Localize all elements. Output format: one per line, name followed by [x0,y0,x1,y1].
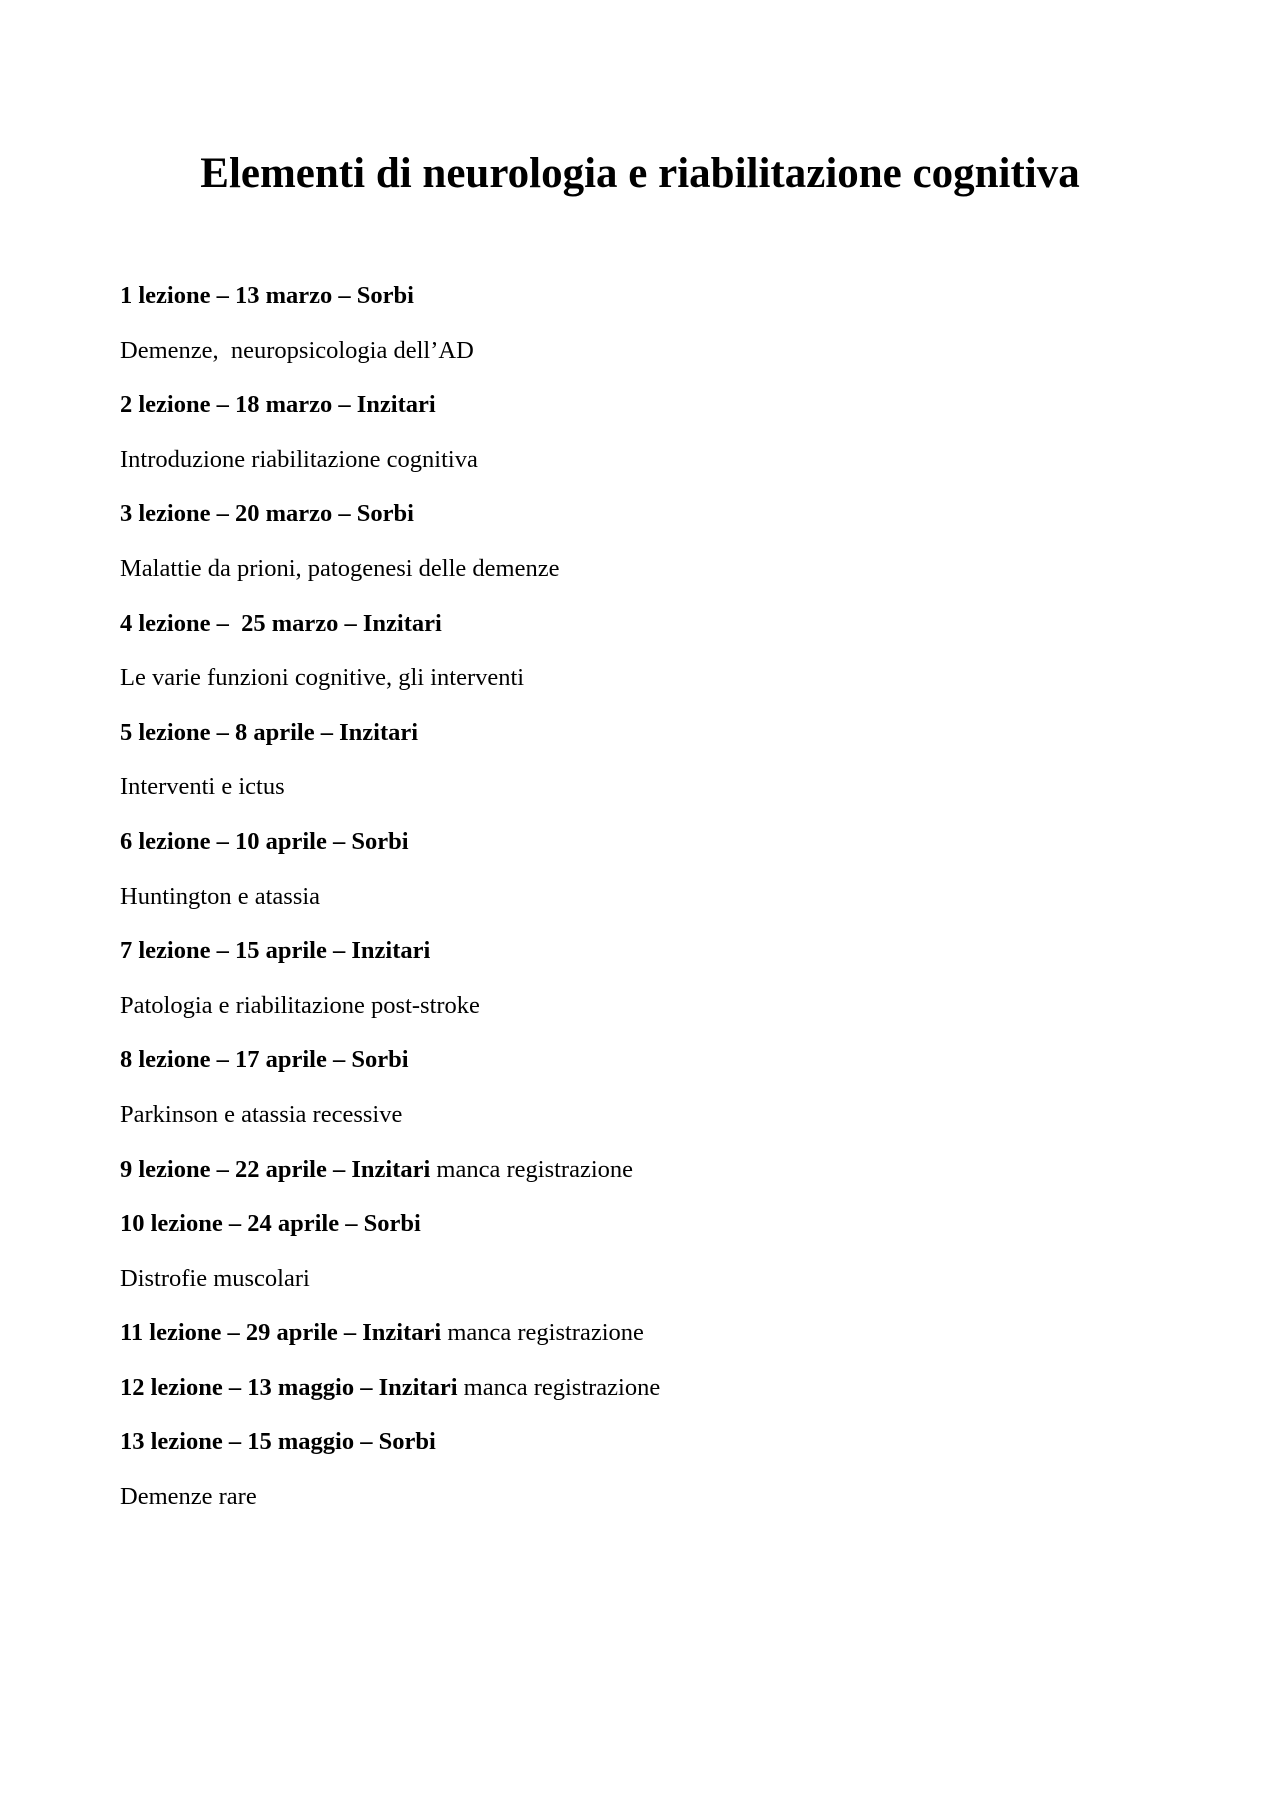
lesson-topic [120,549,1180,604]
lesson-topic-text: Introduzione riabilitazione cognitiva [120,445,478,473]
lesson-list [120,276,1180,1532]
lesson-topic-text: Distrofie muscolari [120,1264,310,1292]
lesson-topic-text: Interventi e ictus [120,773,285,801]
lesson-topic-text: Parkinson e atassia recessive [120,1100,403,1128]
lesson-heading [120,1368,1180,1423]
lesson-heading-text: 10 lezione – 24 aprile – Sorbi [120,1210,421,1238]
lesson-topic-text: Patologia e riabilitazione post-stroke [120,991,480,1019]
lesson-heading [120,1422,1180,1477]
lesson-heading-text: 7 lezione – 15 aprile – Inzitari [120,937,431,965]
lesson-note: manca registrazione [430,1155,633,1183]
lesson-heading-text: 3 lezione – 20 marzo – Sorbi [120,500,414,528]
lesson-heading-text: 6 lezione – 10 aprile – Sorbi [120,827,409,855]
lesson-heading-text: 8 lezione – 17 aprile – Sorbi [120,1046,409,1074]
lesson-heading-text: 9 lezione – 22 aprile – Inzitari [120,1155,431,1183]
lesson-heading [120,385,1180,440]
lesson-topic [120,331,1180,386]
lesson-heading [120,713,1180,768]
lesson-topic-text: Le varie funzioni cognitive, gli interventi [120,664,525,692]
lesson-topic-text: Demenze rare [120,1483,257,1511]
lesson-heading-text: 4 lezione – 25 marzo – Inzitari [120,609,442,637]
lesson-heading-text: 5 lezione – 8 aprile – Inzitari [120,718,419,746]
lesson-heading [120,931,1180,986]
lesson-heading-text: 2 lezione – 18 marzo – Inzitari [120,391,436,419]
lesson-heading [120,1313,1180,1368]
lesson-heading-text: 13 lezione – 15 maggio – Sorbi [120,1428,436,1456]
lesson-topic-text: Demenze, neuropsicologia dell’AD [120,336,474,364]
lesson-topic-text: Huntington e atassia [120,882,321,910]
lesson-topic [120,1095,1180,1150]
lesson-heading-text: 1 lezione – 13 marzo – Sorbi [120,282,414,309]
lesson-heading [120,1204,1180,1259]
lesson-heading [120,1040,1180,1095]
lesson-heading [120,1150,1180,1205]
page-title: Elementi di neurologia e riabilitazione cognitiva [200,150,1080,197]
lesson-topic [120,877,1180,932]
lesson-topic [120,1477,1180,1532]
lesson-topic [120,1259,1180,1314]
lesson-heading [120,276,1180,331]
lesson-topic [120,440,1180,495]
lesson-heading [120,822,1180,877]
lesson-heading-text: 12 lezione – 13 maggio – Inzitari [120,1373,458,1401]
lesson-note: manca registrazione [441,1319,644,1347]
lesson-topic [120,767,1180,822]
lesson-topic-text: Malattie da prioni, patogenesi delle demenze [120,554,560,582]
lesson-topic [120,658,1180,713]
lesson-heading-text: 11 lezione – 29 aprile – Inzitari [120,1319,442,1347]
lesson-heading [120,604,1180,659]
lesson-note: manca registrazione [457,1373,661,1401]
lesson-heading [120,494,1180,549]
lesson-topic [120,986,1180,1041]
